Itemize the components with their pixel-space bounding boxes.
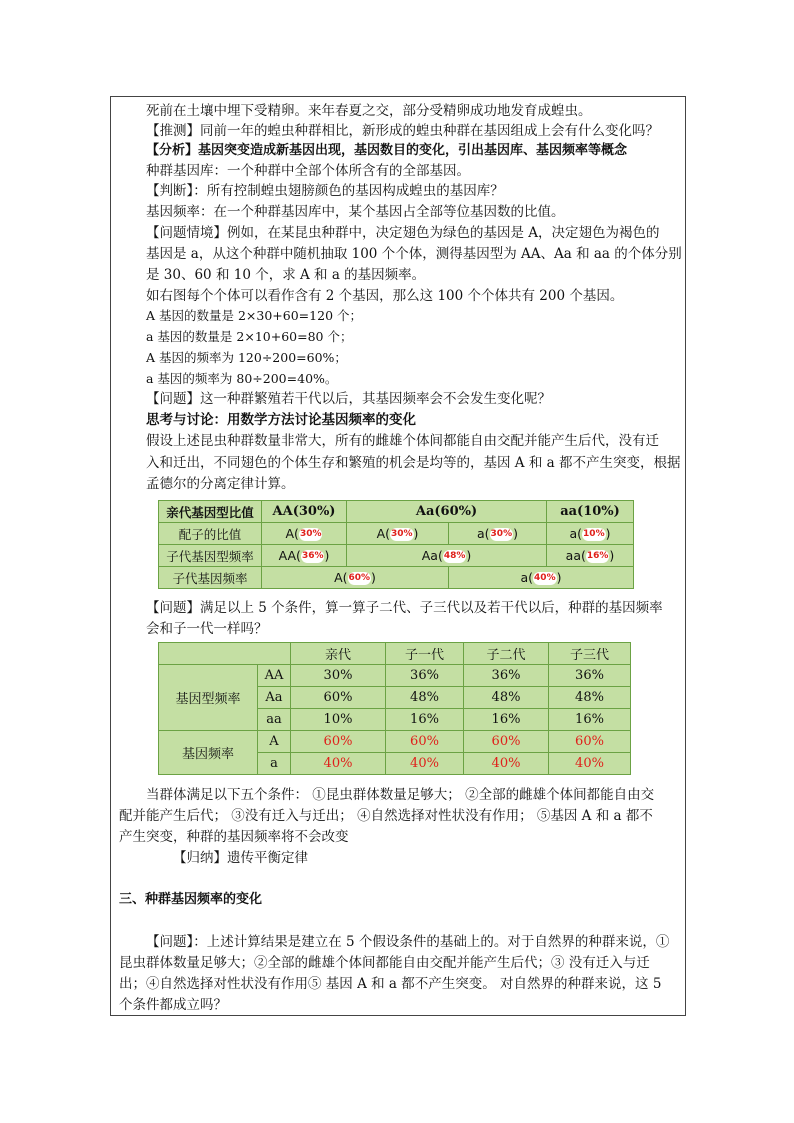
table-header-row xyxy=(159,643,631,665)
cell: 36% xyxy=(549,665,631,687)
cell: 48% xyxy=(386,687,464,709)
final-question-line: 昆虫群体数量足够大；②全部的雌雄个体间都能自由交配并能产生后代；③ 没有迁入与迁 xyxy=(119,955,650,971)
calc-line: a 基因的频率为 80÷200=40%。 xyxy=(146,371,338,386)
row-name: a xyxy=(258,753,291,775)
cell: 60% xyxy=(386,731,464,753)
cell: 10% xyxy=(291,709,386,731)
offspring-gene-label: 子代基因频率 xyxy=(159,567,262,589)
group-label: 基因频率 xyxy=(159,731,258,775)
question-line: 会和子一代一样吗？ xyxy=(146,621,268,637)
gamete-cell: a(30%) xyxy=(449,523,547,545)
header-cell: 子三代 xyxy=(549,643,631,665)
table-row xyxy=(159,567,634,589)
cell: 48% xyxy=(549,687,631,709)
row-name: Aa xyxy=(258,687,291,709)
table-row xyxy=(159,665,631,687)
text-line: 死前在土壤中埋下受精卵。来年春夏之交，部分受精卵成功地发育成蝗虫。 xyxy=(146,103,592,119)
cell: 36% xyxy=(386,665,464,687)
final-question-line: 个条件都成立吗？ xyxy=(119,997,227,1013)
cell: 60% xyxy=(291,731,386,753)
conditions-line: 产生突变，种群的基因频率将不会改变 xyxy=(119,829,349,845)
calc-line: A 基因的数量是 2×30+60=120 个； xyxy=(146,308,362,323)
header-cell xyxy=(159,643,291,665)
text-line: 基因是 a，从这个种群中随机抽取 100 个个体，测得基因型为 AA、Aa 和 aa 的个体分别 xyxy=(146,246,682,262)
final-question-line: 出；④自然选择对性状没有作用⑤ 基因 A 和 a 都不产生突变。 对自然界的种群来说，这 5 xyxy=(119,976,662,992)
question-line: 【问题】满足以上 5 个条件，算一算子二代、子三代以及若干代以后，种群的基因频率 xyxy=(146,600,663,616)
summary-line: 【归纳】遗传平衡定律 xyxy=(173,850,308,866)
final-question-line: 【问题】：上述计算结果是建立在 5 个假设条件的基础上的。对于自然界的种群来说，① xyxy=(146,934,670,950)
cell: 36% xyxy=(464,665,549,687)
calc-line: a 基因的数量是 2×10+60=80 个； xyxy=(146,329,353,344)
parent-cell: Aa(60%) xyxy=(347,501,547,523)
gene-cell: a(40%) xyxy=(449,567,634,589)
genotype-cell: AA(36%) xyxy=(262,545,347,567)
text-line: 入和迁出，不同翅色的个体生存和繁殖的机会是均等的，基因 A 和 a 都不产生突变，根据 xyxy=(146,455,681,471)
conditions-line: 当群体满足以下五个条件： ①昆虫群体数量足够大； ②全部的雌雄个体间都能自由交 xyxy=(146,787,655,803)
parent-label: 亲代基因型比值 xyxy=(159,501,262,523)
cell: 40% xyxy=(291,753,386,775)
cell: 40% xyxy=(386,753,464,775)
gamete-cell: A(30% xyxy=(262,523,347,545)
gamete-table xyxy=(158,500,634,589)
analysis-line: 【分析】基因突变造成新基因出现，基因数目的变化，引出基因库、基因频率等概念 xyxy=(146,143,628,158)
table-row xyxy=(159,731,631,753)
cell: 60% xyxy=(549,731,631,753)
table-row xyxy=(159,545,634,567)
frequency-table xyxy=(158,642,631,775)
text-line: 【问题情境】例如，在某昆虫种群中，决定翅色为绿色的基因是 A，决定翅色为褐色的 xyxy=(146,225,660,241)
table-row xyxy=(159,523,634,545)
definition-gene-pool: 种群基因库：一个种群中全部个体所含有的全部基因。 xyxy=(146,163,470,179)
table-row xyxy=(159,501,634,523)
cell: 16% xyxy=(386,709,464,731)
gamete-cell: a(10%) xyxy=(547,523,634,545)
cell: 60% xyxy=(464,731,549,753)
row-name: A xyxy=(258,731,291,753)
offspring-genotype-label: 子代基因型频率 xyxy=(159,545,262,567)
cell: 16% xyxy=(464,709,549,731)
row-name: aa xyxy=(258,709,291,731)
gene-cell: A(60%) xyxy=(262,567,449,589)
gamete-label: 配子的比值 xyxy=(159,523,262,545)
header-cell: 亲代 xyxy=(291,643,386,665)
conditions-line: 配并能产生后代； ③没有迁入与迁出； ④自然选择对性状没有作用； ⑤基因 A 和 a 都不 xyxy=(119,808,653,824)
text-line: 是 30、60 和 10 个，求 A 和 a 的基因频率。 xyxy=(146,267,426,283)
section-title: 三、种群基因频率的变化 xyxy=(119,892,263,907)
discussion-heading: 思考与讨论：用数学方法讨论基因频率的变化 xyxy=(146,412,416,428)
cell: 16% xyxy=(549,709,631,731)
text-line: 如右图每个个体可以看作含有 2 个基因，那么这 100 个个体共有 200 个基因。 xyxy=(146,288,624,304)
gamete-cell: A(30%) xyxy=(347,523,449,545)
text-line: 【判断】：所有控制蝗虫翅膀颜色的基因构成蝗虫的基因库？ xyxy=(146,183,504,199)
cell: 40% xyxy=(464,753,549,775)
genotype-cell: Aa(48%) xyxy=(347,545,547,567)
calc-line: A 基因的频率为 120÷200=60%； xyxy=(146,350,347,365)
cell: 48% xyxy=(464,687,549,709)
definition-gene-frequency: 基因频率：在一个种群基因库中，某个基因占全部等位基因数的比值。 xyxy=(146,204,565,220)
header-cell: 子一代 xyxy=(386,643,464,665)
header-cell: 子二代 xyxy=(464,643,549,665)
group-label: 基因型频率 xyxy=(159,665,258,731)
text-line: 【问题】这一种群繁殖若干代以后，其基因频率会不会发生变化呢？ xyxy=(146,391,551,407)
text-line: 假设上述昆虫种群数量非常大，所有的雌雄个体间都能自由交配并能产生后代，没有迁 xyxy=(146,433,659,449)
row-name: AA xyxy=(258,665,291,687)
genotype-cell: aa(16%) xyxy=(547,545,634,567)
cell: 30% xyxy=(291,665,386,687)
cell: 40% xyxy=(549,753,631,775)
text-line: 【推测】同前一年的蝗虫种群相比，新形成的蝗虫种群在基因组成上会有什么变化吗？ xyxy=(146,123,659,139)
text-line: 孟德尔的分离定律计算。 xyxy=(146,476,295,492)
cell: 60% xyxy=(291,687,386,709)
parent-cell: aa(10%) xyxy=(547,501,634,523)
parent-cell: AA(30%) xyxy=(262,501,347,523)
